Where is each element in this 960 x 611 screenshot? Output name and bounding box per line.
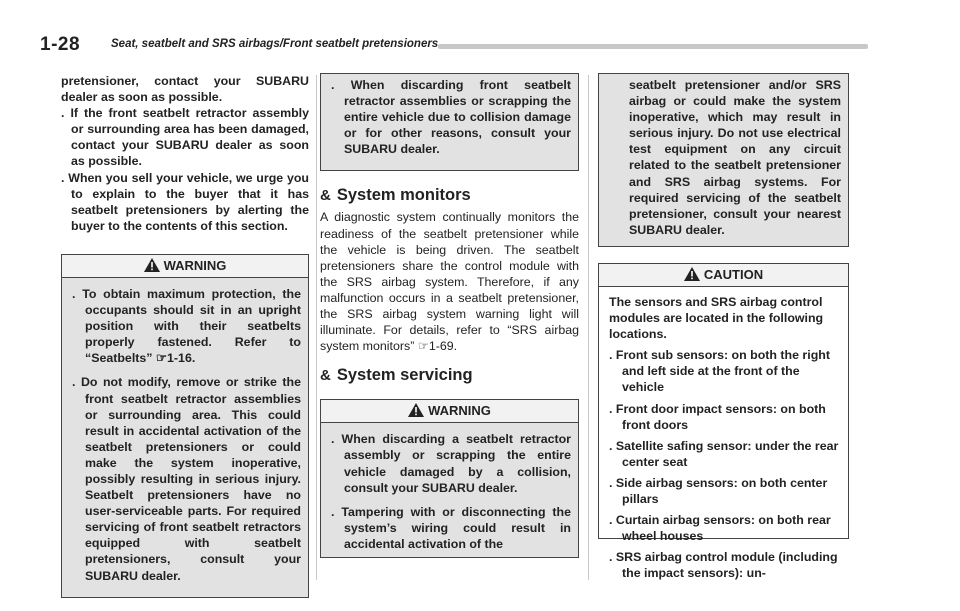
warning-triangle-icon: [144, 258, 160, 272]
continued-warning-box-2: [598, 73, 849, 247]
warning-item-tampering: . Tampering with or disconnecting the system’s wiring could result in accidental activation of the: [331, 504, 571, 551]
servicing-warning-header: WARNING: [320, 399, 579, 423]
warning-triangle-icon: [408, 403, 424, 417]
column-3: [598, 73, 849, 581]
column-1: [61, 73, 309, 598]
warning-box: [61, 278, 309, 598]
continued-paragraph: pretensioner, contact your SUBARU dealer as soon as possible.: [61, 74, 309, 105]
system-monitors-body: A diagnostic system continually monitors the readiness of the seatbelt pretensioner while the vehicle is being driven. The seatbelt pretensioners share the control module with the SRS airbag system. Therefore, if any malfunction occurs in a seatbelt pretensioner, the SRS airbag system warning light will illuminate. For details, refer to “SRS airbag system monitors” ☞1-69.: [320, 210, 579, 354]
caution-box: [598, 287, 849, 581]
caution-item-side-airbag: . Side airbag sensors: on both center pillars: [609, 475, 828, 506]
section-mark-icon: &: [320, 367, 331, 385]
column-divider-1: [316, 75, 317, 580]
caution-intro: The sensors and SRS airbag control modules are located in the following locations.: [609, 294, 824, 342]
section-mark-icon: &: [320, 187, 331, 205]
continued-warning-box: [320, 73, 579, 171]
system-servicing-heading: & System servicing: [320, 366, 473, 385]
caution-triangle-icon: [684, 267, 700, 281]
warning-item-sit-upright: . To obtain maximum protection, the occupants should sit in an upright position with their seatbelts properly fastened. Refer to “Seatbelts” ☞1-16.: [72, 286, 301, 366]
caution-item-curtain: . Curtain airbag sensors: on both rear wheel houses: [609, 513, 831, 544]
bullet-sell-vehicle: . When you sell your vehicle, we urge you to explain to the buyer that it has seatbelt pretensioners by alerting the buyer to the contents of this section.: [61, 170, 309, 233]
warning-item-do-not-modify: . Do not modify, remove or strike the front seatbelt retractor assemblies or surrounding area. This could result in accidental activation of the seatbelt pretensioners or could make the system inoperative, possibly resulting in serious injury. Seatbelt pretensioners have no user-serviceable parts. For required servicing of front seatbelt retractors equipped with seatbelt pretensioners, consult your SUBARU dealer.: [72, 375, 301, 583]
warning-continued-text: seatbelt pretensioner and/or SRS airbag or could make the system inoperative, which may result in serious injury. Do not use electrical test equipment on any circuit related to the seatbelt pretensioner and SRS airbag systems. For required servicing of the seatbelt pretensioner, consult your nearest SUBARU dealer.: [629, 78, 841, 237]
caution-item-front-sub: . Front sub sensors: on both the right and left side at the front of the vehicle: [609, 348, 830, 395]
bullet-retractor-damage: . If the front seatbelt retractor assembly or surrounding area has been damaged, contact your SUBARU dealer as soon as possible.: [61, 106, 309, 169]
warning-header: WARNING: [61, 254, 309, 278]
caution-item-satellite: . Satellite safing sensor: under the rear center seat: [609, 438, 839, 469]
column-2: [320, 73, 579, 558]
warning-item-discard-assembly: . When discarding a seatbelt retractor assembly or scrapping the entire vehicle damaged by a collision, consult your SUBARU dealer.: [331, 432, 571, 495]
column-divider-2: [588, 75, 589, 580]
page-header: [20, 34, 940, 58]
warning-item-discard-retractor: . When discarding front seatbelt retractor assemblies or scrapping the entire vehicle due to collision damage or for other reasons, consult your SUBARU dealer.: [331, 78, 571, 157]
page-number: 1-28: [40, 34, 81, 55]
system-monitors-heading: & System monitors: [320, 186, 471, 205]
caution-item-door-impact: . Front door impact sensors: on both front doors: [609, 401, 826, 432]
header-rule: [438, 44, 868, 49]
section-title: Seat, seatbelt and SRS airbags/Front seatbelt pretensioners: [111, 38, 439, 50]
caution-header: CAUTION: [598, 263, 849, 287]
caution-item-control-module: . SRS airbag control module (including the impact sensors): un-: [609, 550, 838, 581]
servicing-warning-box: [320, 423, 579, 558]
